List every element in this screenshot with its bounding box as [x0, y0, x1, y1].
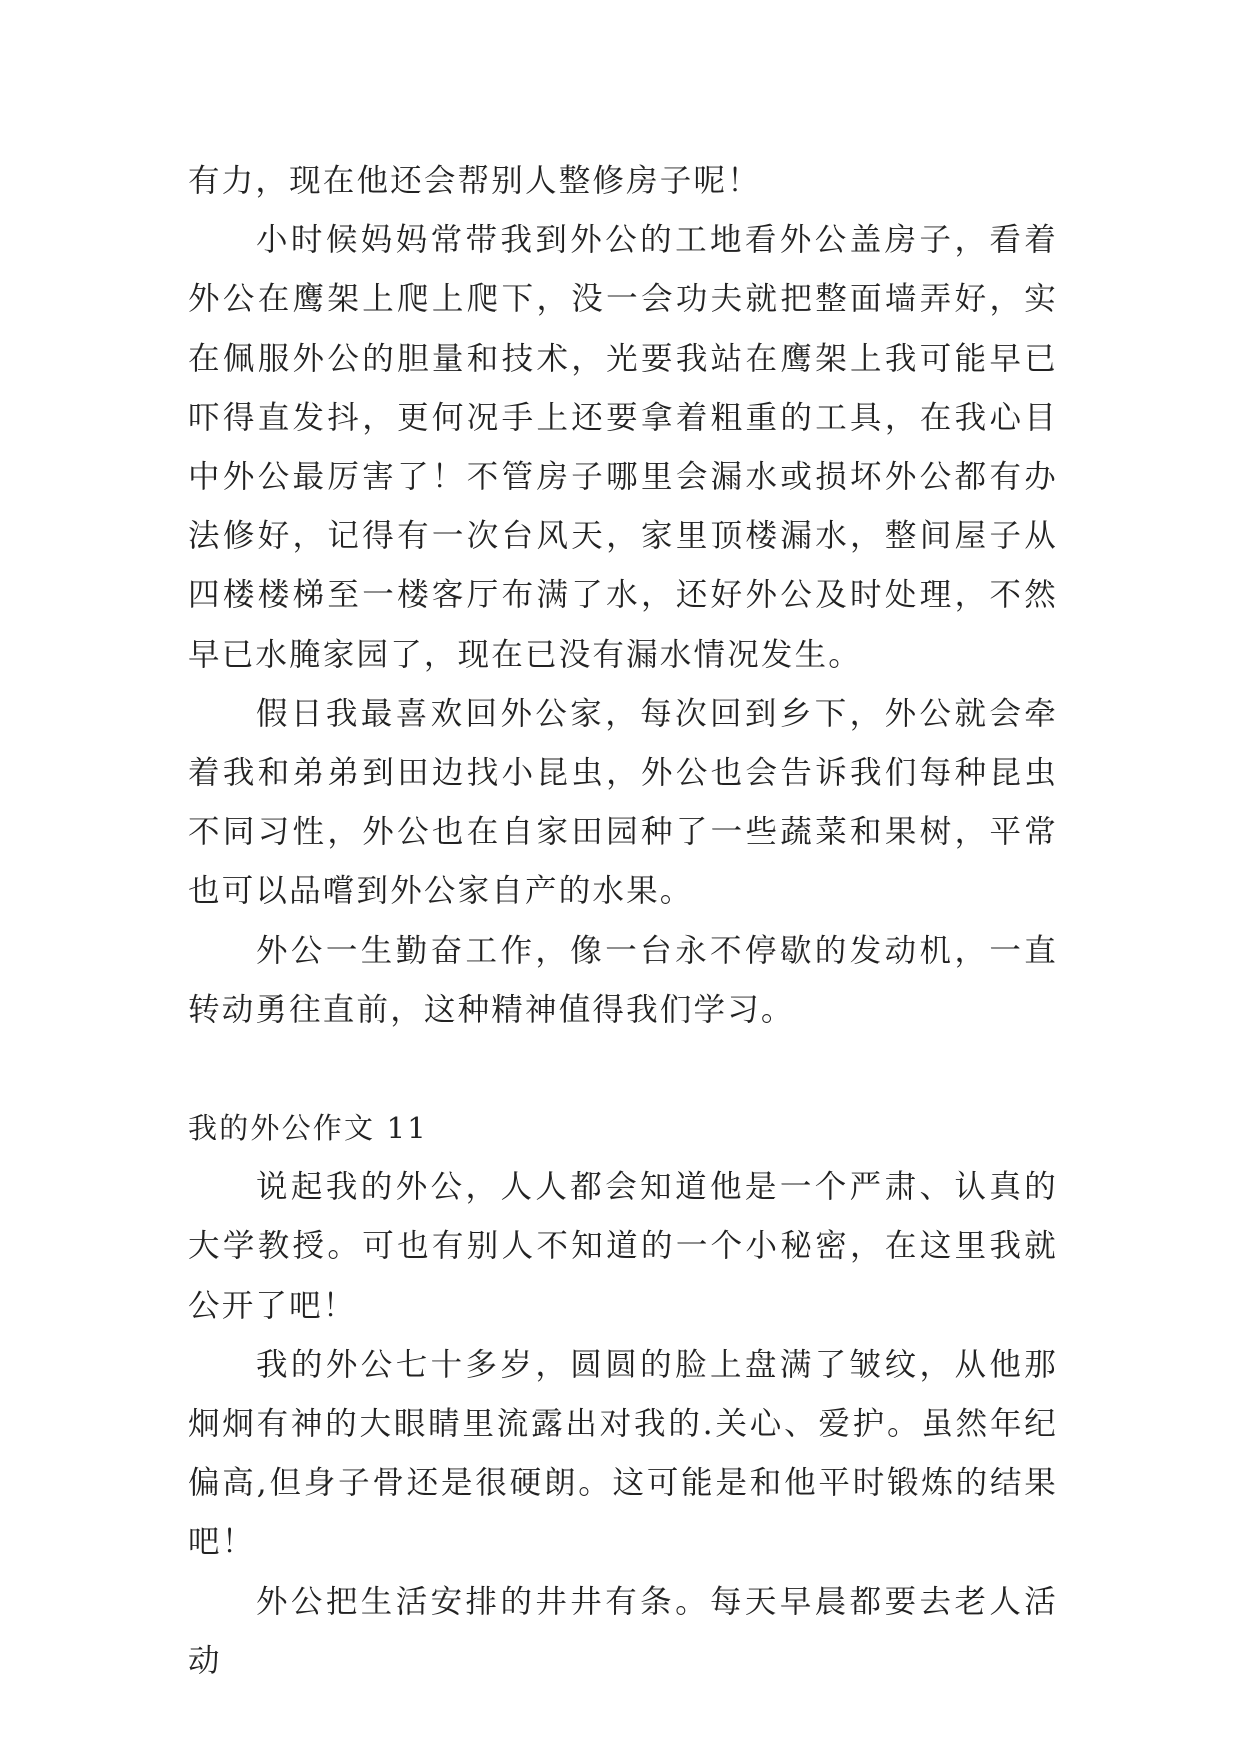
- paragraph-introduction: 说起我的外公，人人都会知道他是一个严肃、认真的大学教授。可也有别人不知道的一个小秘密，在这里我就公开了吧！: [188, 1169, 1058, 1324]
- paragraph-conclusion: 外公一生勤奋工作，像一台永不停歇的发动机，一直转动勇往直前，这种精神值得我们学习。: [188, 932, 1058, 1028]
- paragraph-construction-site: 小时候妈妈常带我到外公的工地看外公盖房子，看着外公在鹰架上爬上爬下，没一会功夫就把整面墙弄好，实在佩服外公的胆量和技术，光要我站在鹰架上我可能早已吓得直发抖，更何况手上还要拿着粗重的工具，在我心目中外公最厉害了！不管房子哪里会漏水或损坏外公都有办法修好，记得有一次台风天，家里顶楼漏水，整间屋子从四楼楼梯至一楼客厅布满了水，还好外公及时处理，不然早已水腌家园了，现在已没有漏水情况发生。: [188, 222, 1058, 673]
- section-title: 我的外公作文 11: [188, 1111, 428, 1146]
- paragraph-continuation: 有力，现在他还会帮别人整修房子呢！: [188, 163, 761, 199]
- paragraph-appearance: 我的外公七十多岁，圆圆的脸上盘满了皱纹，从他那炯炯有神的大眼睛里流露出对我的.关心、爱护。虽然年纪偏高,但身子骨还是很硬朗。这可能是和他平时锻炼的结果吧！: [188, 1346, 1058, 1561]
- paragraph-daily-routine: 外公把生活安排的井井有条。每天早晨都要去老人活动: [188, 1583, 1058, 1679]
- paragraph-countryside: 假日我最喜欢回外公家，每次回到乡下，外公就会牵着我和弟弟到田边找小昆虫，外公也会告诉我们每种昆虫不同习性，外公也在自家田园种了一些蔬菜和果树，平常也可以品嚐到外公家自产的水果。: [188, 695, 1058, 910]
- document-body: [188, 152, 1058, 1691]
